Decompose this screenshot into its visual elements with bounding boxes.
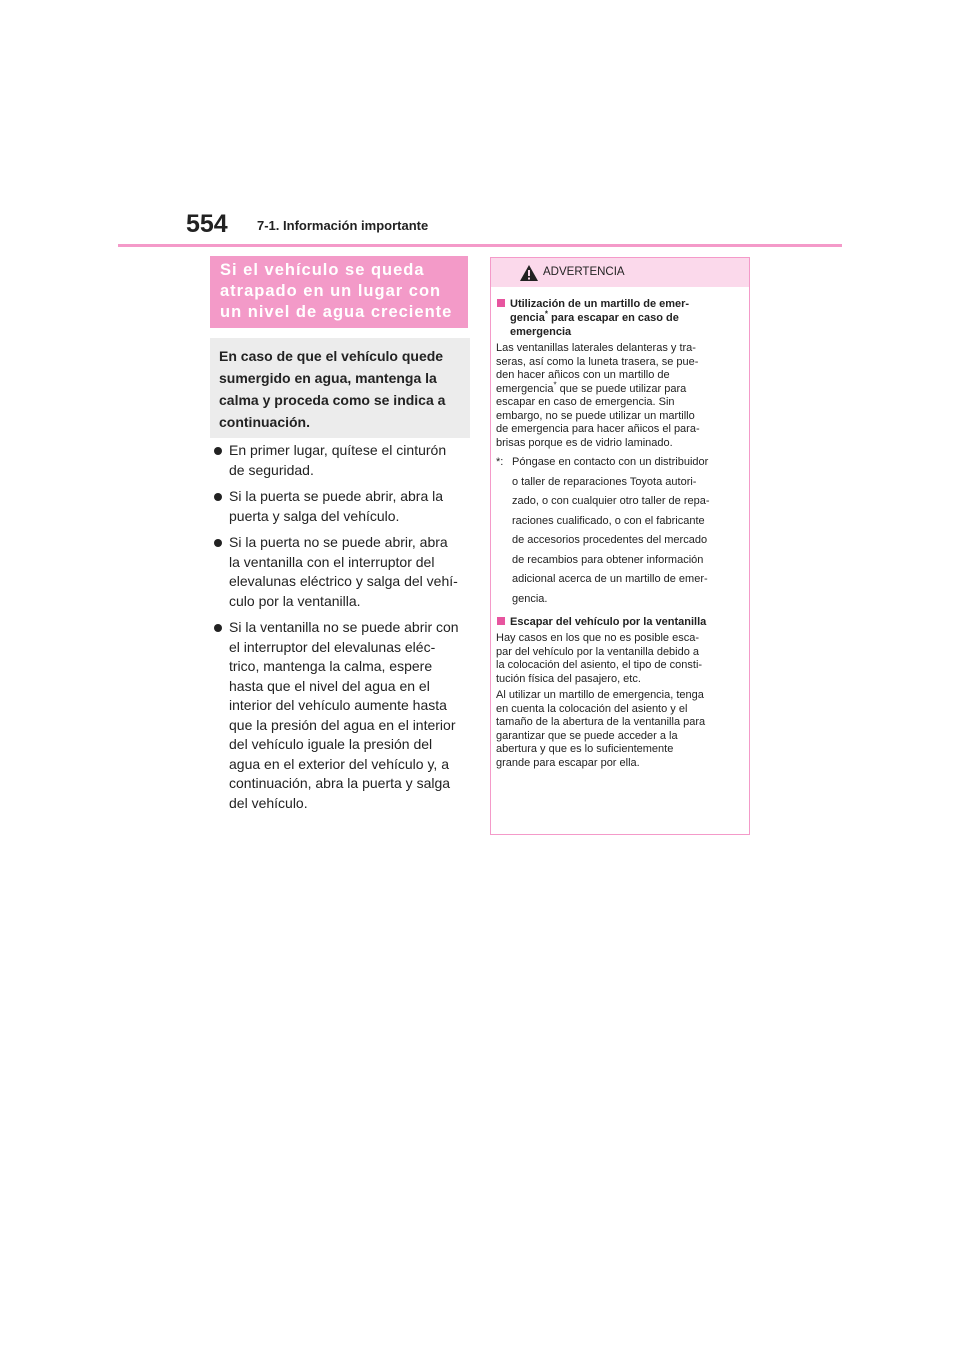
bullet-item: Si la puerta no se puede abrir, abra la ventanilla con el interruptor del elevalunas eléctrico y salga del vehí- culo por la ventanilla. <box>212 533 470 611</box>
topic-title-line: un nivel de agua creciente <box>220 303 453 321</box>
header-rule <box>118 244 842 247</box>
warning-triangle-icon <box>519 264 539 282</box>
square-bullet-icon <box>497 299 505 307</box>
topic-title-box <box>210 256 468 328</box>
bullet-dot-icon <box>214 493 222 501</box>
intro-line: calma y proceda como se indica a <box>219 392 446 408</box>
warning-paragraph: Hay casos en los que no es posible esca- par del vehículo por la ventanilla debido a la colocación del asiento, el tipo de consti- tución física del pasajero, etc. <box>496 632 703 685</box>
page-number: 554 <box>186 210 228 238</box>
warning-subheading: Escapar del vehículo por la ventanilla <box>496 615 744 629</box>
warning-title: ADVERTENCIA <box>543 266 625 278</box>
footnote: *: Póngase en contacto con un distribuidor o taller de reparaciones Toyota autori- zado, o con cualquier otro taller de repa- raciones cualificado, o con el fabricante de accesorios procedentes del mercado de recambios para obtener información adicional acerca de un martillo de emer- gencia. <box>496 453 744 609</box>
bullet-dot-icon <box>214 624 222 632</box>
warning-paragraph: Al utilizar un martillo de emergencia, tenga en cuenta la colocación del asiento y el tamaño de la abertura de la ventanilla para garantizar que se puede acceder a la abertura y que es lo suficientemente grande para escapar por ella. <box>496 689 706 769</box>
warning-subheading: Utilización de un martillo de emer- gencia* para escapar en caso de emergencia <box>496 297 744 339</box>
warning-paragraph: Las ventanillas laterales delanteras y tra- seras, así como la luneta trasera, se pue- den hacer añicos con un martillo de emergencia* que se puede utilizar para escapar en caso de emergencia. Sin embargo, no se puede utilizar un martillo de emergencia para hacer añicos el para- brisas porque es de vidrio laminado. <box>496 342 700 449</box>
warning-body <box>491 287 749 770</box>
bullet-item: En primer lugar, quítese el cinturón de seguridad. <box>212 441 470 480</box>
warning-box <box>490 257 750 835</box>
intro-line: En caso de que el vehículo quede <box>219 348 444 364</box>
intro-line: continuación. <box>219 414 310 430</box>
square-bullet-icon <box>497 617 505 625</box>
section-title: 7-1. Información importante <box>257 218 429 233</box>
footnote-marker: *: <box>496 456 504 468</box>
page-header <box>186 210 846 244</box>
bullet-list <box>212 441 470 820</box>
bullet-item: Si la ventanilla no se puede abrir con el interruptor del elevalunas eléc- trico, mantenga la calma, espere hasta que el nivel del agua en el interior del vehículo aumente hasta que la presión del agua en el interior del vehículo iguale la presión del agua en el exterior del vehículo y, a continuación, abra la puerta y salga del vehículo. <box>212 618 470 813</box>
bullet-dot-icon <box>214 447 222 455</box>
intro-box <box>210 338 470 438</box>
intro-line: sumergido en agua, mantenga la <box>219 370 437 386</box>
bullet-dot-icon <box>214 539 222 547</box>
topic-title-line: atrapado en un lugar con <box>220 282 442 300</box>
bullet-item: Si la puerta se puede abrir, abra la puerta y salga del vehículo. <box>212 487 470 526</box>
warning-header <box>491 258 749 287</box>
topic-title-line: Si el vehículo se queda <box>220 261 425 279</box>
